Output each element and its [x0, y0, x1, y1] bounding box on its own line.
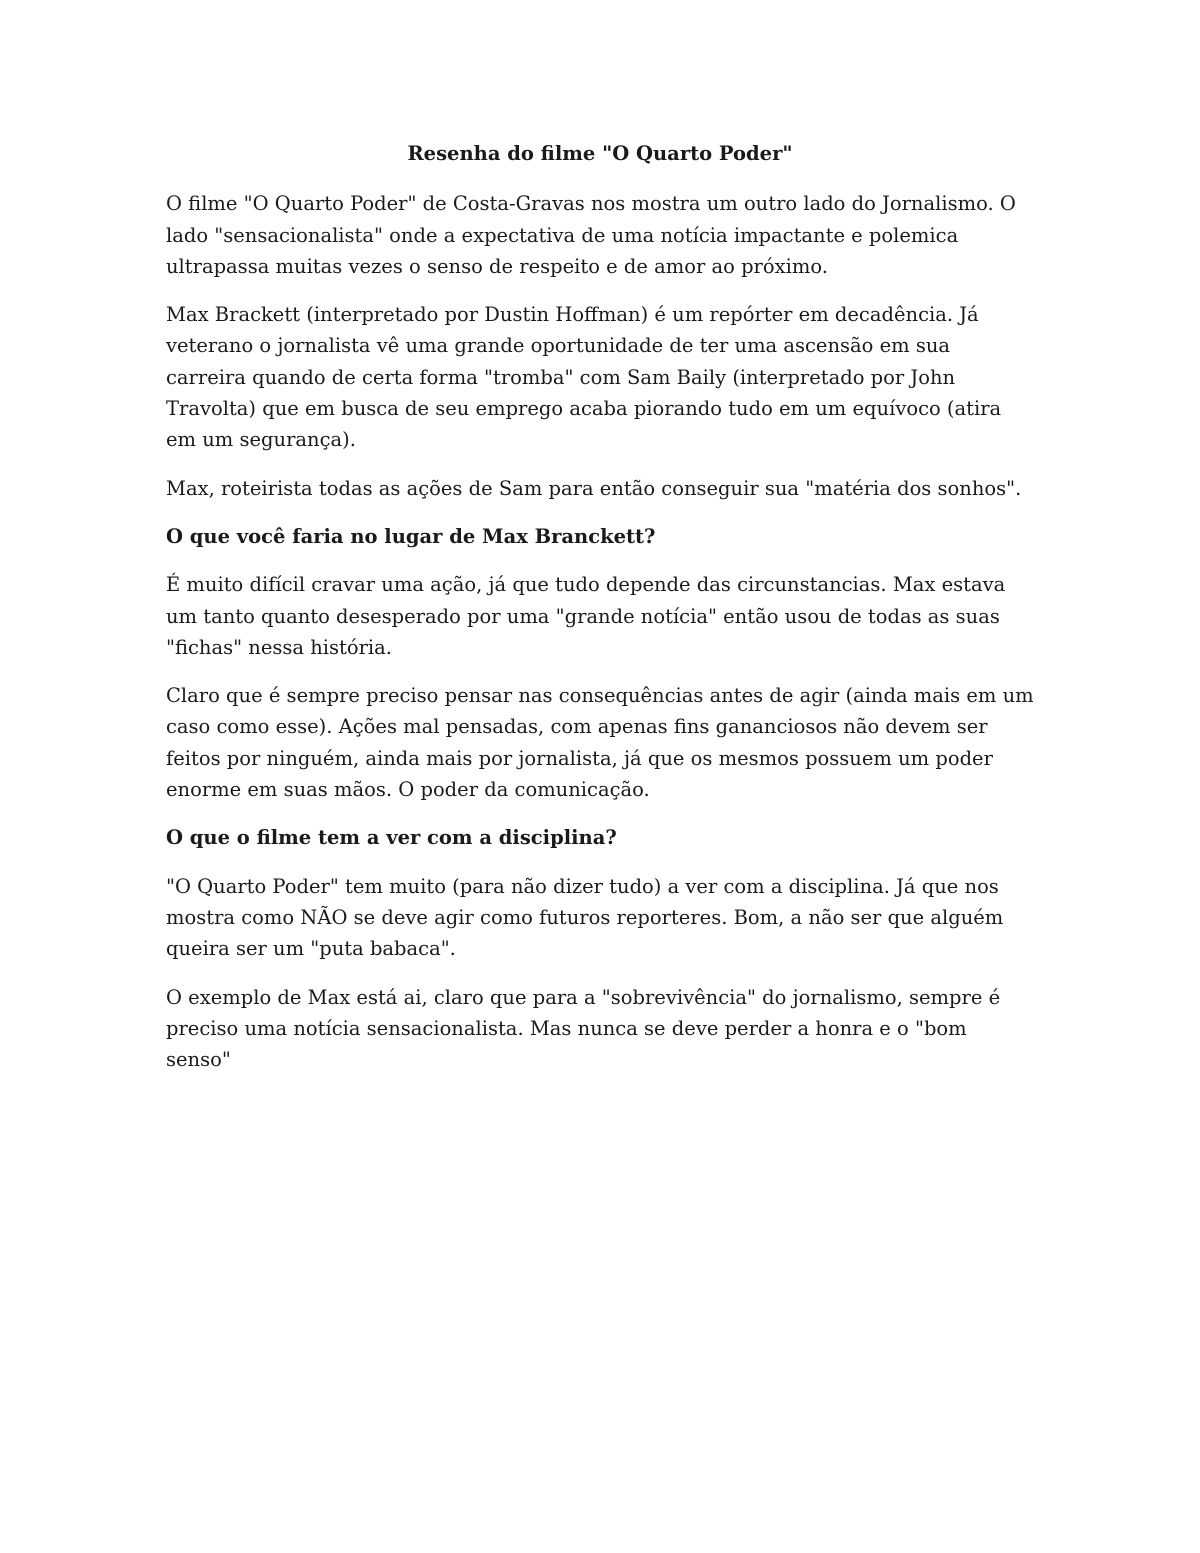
paragraph-consequencias: Claro que é sempre preciso pensar nas consequências antes de agir (ainda mais em um caso como esse). Ações mal pensadas, com apenas fins gananciosos não devem ser feitos por ninguém, ainda mais por jornalista, já que os mesmos possuem um poder enorme em suas mãos. O poder da comunicação.	[166, 684, 1034, 802]
document-title: Resenha do filme "O Quarto Poder"	[407, 142, 793, 165]
paragraph-exemplo-de-max: O exemplo de Max está ai, claro que para a "sobrevivência" do jornalismo, sempre é preciso uma notícia sensacionalista. Mas nunca se deve perder a honra e o "bom senso"	[166, 985, 1001, 1072]
section-heading-lugar-de-max: O que você faria no lugar de Max Branckett?	[166, 524, 656, 548]
paragraph-max-brackett: Max Brackett (interpretado por Dustin Hoffman) é um repórter em decadência. Já veterano o jornalista vê uma grande oportunidade de ter uma ascensão em sua carreira quando de certa forma "tromba" com Sam Baily (interpretado por John Travolta) que em busca de seu emprego acaba piorando tudo em um equívoco (atira em um segurança).	[166, 303, 1002, 452]
document-body	[166, 138, 1034, 1092]
paragraph-quarto-poder-disciplina: "O Quarto Poder" tem muito (para não dizer tudo) a ver com a disciplina. Já que nos mostra como NÃO se deve agir como futuros reporteres. Bom, a não ser que alguém queira ser um "puta babaca".	[166, 874, 1004, 961]
section-heading-disciplina: O que o filme tem a ver com a disciplina?	[166, 826, 617, 850]
paragraph-intro: O filme "O Quarto Poder" de Costa-Gravas nos mostra um outro lado do Jornalismo. O lado "sensacionalista" onde a expectativa de uma notícia impactante e polemica ultrapassa muitas vezes o senso de respeito e de amor ao próximo.	[166, 192, 1016, 278]
paragraph-max-roteirista: Max, roteirista todas as ações de Sam para então conseguir sua "matéria dos sonhos".	[166, 476, 1022, 500]
paragraph-dificil-cravar: É muito difícil cravar uma ação, já que tudo depende das circunstancias. Max estava um tanto quanto desesperado por uma "grande notícia" então usou de todas as suas "fichas" nessa história.	[166, 573, 1006, 659]
